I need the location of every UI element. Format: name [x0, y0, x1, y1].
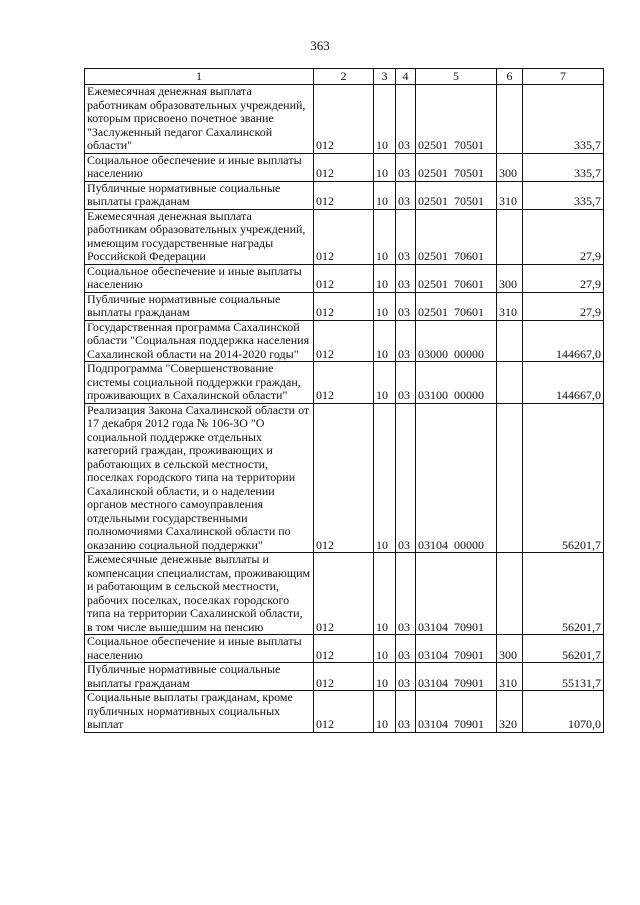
row-target-code: 02501 70501 [416, 85, 497, 154]
row-grbs-code: 012 [314, 362, 374, 404]
table-header-row [85, 69, 604, 85]
header-cell: 7 [523, 69, 604, 85]
table-row [85, 362, 604, 404]
row-target-code: 03104 70901 [416, 663, 497, 691]
row-amount: 27,9 [523, 292, 604, 320]
row-expense-type: 310 [497, 181, 523, 209]
row-name: Ежемесячная денежная выплата работникам образовательных учреждений, которым присвоено почетное звание "Заслуженный педагог Сахалинской области" [85, 85, 314, 154]
row-target-code: 03104 00000 [416, 403, 497, 553]
row-subsection-code: 03 [396, 362, 416, 404]
row-subsection-code: 03 [396, 553, 416, 635]
row-expense-type: 300 [497, 153, 523, 181]
row-section-code: 10 [374, 320, 396, 362]
row-amount: 144667,0 [523, 362, 604, 404]
row-grbs-code: 012 [314, 264, 374, 292]
row-amount: 27,9 [523, 264, 604, 292]
row-name: Публичные нормативные социальные выплаты гражданам [85, 181, 314, 209]
row-section-code: 10 [374, 264, 396, 292]
row-expense-type: 300 [497, 264, 523, 292]
row-subsection-code: 03 [396, 264, 416, 292]
row-subsection-code: 03 [396, 403, 416, 553]
row-target-code: 03104 70901 [416, 553, 497, 635]
row-name: Государственная программа Сахалинской области "Социальная поддержка населения Сахалинской области на 2014-2020 годы" [85, 320, 314, 362]
budget-table [84, 68, 604, 733]
row-section-code: 10 [374, 663, 396, 691]
row-target-code: 03104 70901 [416, 691, 497, 733]
row-section-code: 10 [374, 403, 396, 553]
row-section-code: 10 [374, 181, 396, 209]
row-target-code: 02501 70501 [416, 181, 497, 209]
row-name: Подпрограмма "Совершенствование системы социальной поддержки граждан, проживающих в Сахалинской области" [85, 362, 314, 404]
row-grbs-code: 012 [314, 663, 374, 691]
row-amount: 56201,7 [523, 635, 604, 663]
header-cell: 1 [85, 69, 314, 85]
row-subsection-code: 03 [396, 292, 416, 320]
row-subsection-code: 03 [396, 663, 416, 691]
row-section-code: 10 [374, 209, 396, 264]
row-subsection-code: 03 [396, 691, 416, 733]
row-amount: 56201,7 [523, 553, 604, 635]
row-grbs-code: 012 [314, 153, 374, 181]
row-expense-type [497, 85, 523, 154]
row-name: Социальные выплаты гражданам, кроме публичных нормативных социальных выплат [85, 691, 314, 733]
row-grbs-code: 012 [314, 553, 374, 635]
row-expense-type [497, 362, 523, 404]
row-section-code: 10 [374, 691, 396, 733]
row-expense-type: 310 [497, 663, 523, 691]
header-cell: 6 [497, 69, 523, 85]
row-expense-type: 310 [497, 292, 523, 320]
row-grbs-code: 012 [314, 403, 374, 553]
row-target-code: 02501 70501 [416, 153, 497, 181]
row-name: Социальное обеспечение и иные выплаты населению [85, 635, 314, 663]
table-row [85, 553, 604, 635]
row-grbs-code: 012 [314, 292, 374, 320]
row-section-code: 10 [374, 362, 396, 404]
row-expense-type [497, 553, 523, 635]
row-target-code: 03100 00000 [416, 362, 497, 404]
row-name: Ежемесячные денежные выплаты и компенсации специалистам, проживающим и работающим в сельской местности, рабочих поселках, поселках городского типа на территории Сахалинской области, в том числе вышедшим на пенсию [85, 553, 314, 635]
table-row [85, 209, 604, 264]
row-grbs-code: 012 [314, 85, 374, 154]
row-name: Социальное обеспечение и иные выплаты населению [85, 264, 314, 292]
row-amount: 56201,7 [523, 403, 604, 553]
row-subsection-code: 03 [396, 635, 416, 663]
row-grbs-code: 012 [314, 209, 374, 264]
table-row [85, 181, 604, 209]
row-section-code: 10 [374, 553, 396, 635]
header-cell: 5 [416, 69, 497, 85]
row-amount: 335,7 [523, 153, 604, 181]
row-grbs-code: 012 [314, 320, 374, 362]
row-subsection-code: 03 [396, 320, 416, 362]
row-amount: 335,7 [523, 85, 604, 154]
header-cell: 2 [314, 69, 374, 85]
row-expense-type: 300 [497, 635, 523, 663]
table-row [85, 85, 604, 154]
table-row [85, 264, 604, 292]
row-amount: 27,9 [523, 209, 604, 264]
row-name: Реализация Закона Сахалинской области от 17 декабря 2012 года № 106-ЗО "О социальной поддержке отдельных категорий граждан, проживающих и работающих в сельской местности, поселках городского типа на территории Сахалинской области, и о наделении органов местного самоуправления отдельными государственными полномочиями Сахалинской области по оказанию социальной поддержки" [85, 403, 314, 553]
row-subsection-code: 03 [396, 209, 416, 264]
table-row [85, 320, 604, 362]
row-grbs-code: 012 [314, 635, 374, 663]
row-expense-type [497, 209, 523, 264]
row-name: Публичные нормативные социальные выплаты гражданам [85, 292, 314, 320]
row-expense-type [497, 403, 523, 553]
table-body [85, 85, 604, 733]
table-row [85, 292, 604, 320]
row-target-code: 03000 00000 [416, 320, 497, 362]
table-row [85, 153, 604, 181]
row-subsection-code: 03 [396, 181, 416, 209]
row-target-code: 02501 70601 [416, 209, 497, 264]
table-row [85, 635, 604, 663]
row-section-code: 10 [374, 153, 396, 181]
row-name: Социальное обеспечение и иные выплаты населению [85, 153, 314, 181]
table-row [85, 663, 604, 691]
row-target-code: 02501 70601 [416, 264, 497, 292]
row-amount: 1070,0 [523, 691, 604, 733]
row-name: Ежемесячная денежная выплата работникам образовательных учреждений, имеющим государственные награды Российской Федерации [85, 209, 314, 264]
row-target-code: 02501 70601 [416, 292, 497, 320]
row-grbs-code: 012 [314, 181, 374, 209]
row-subsection-code: 03 [396, 153, 416, 181]
row-subsection-code: 03 [396, 85, 416, 154]
header-cell: 4 [396, 69, 416, 85]
row-name: Публичные нормативные социальные выплаты гражданам [85, 663, 314, 691]
row-section-code: 10 [374, 635, 396, 663]
table-row [85, 691, 604, 733]
row-section-code: 10 [374, 85, 396, 154]
row-expense-type [497, 320, 523, 362]
table-row [85, 403, 604, 553]
row-expense-type: 320 [497, 691, 523, 733]
page-number: 363 [310, 38, 330, 53]
row-target-code: 03104 70901 [416, 635, 497, 663]
row-section-code: 10 [374, 292, 396, 320]
row-amount: 55131,7 [523, 663, 604, 691]
row-amount: 144667,0 [523, 320, 604, 362]
row-grbs-code: 012 [314, 691, 374, 733]
row-amount: 335,7 [523, 181, 604, 209]
header-cell: 3 [374, 69, 396, 85]
